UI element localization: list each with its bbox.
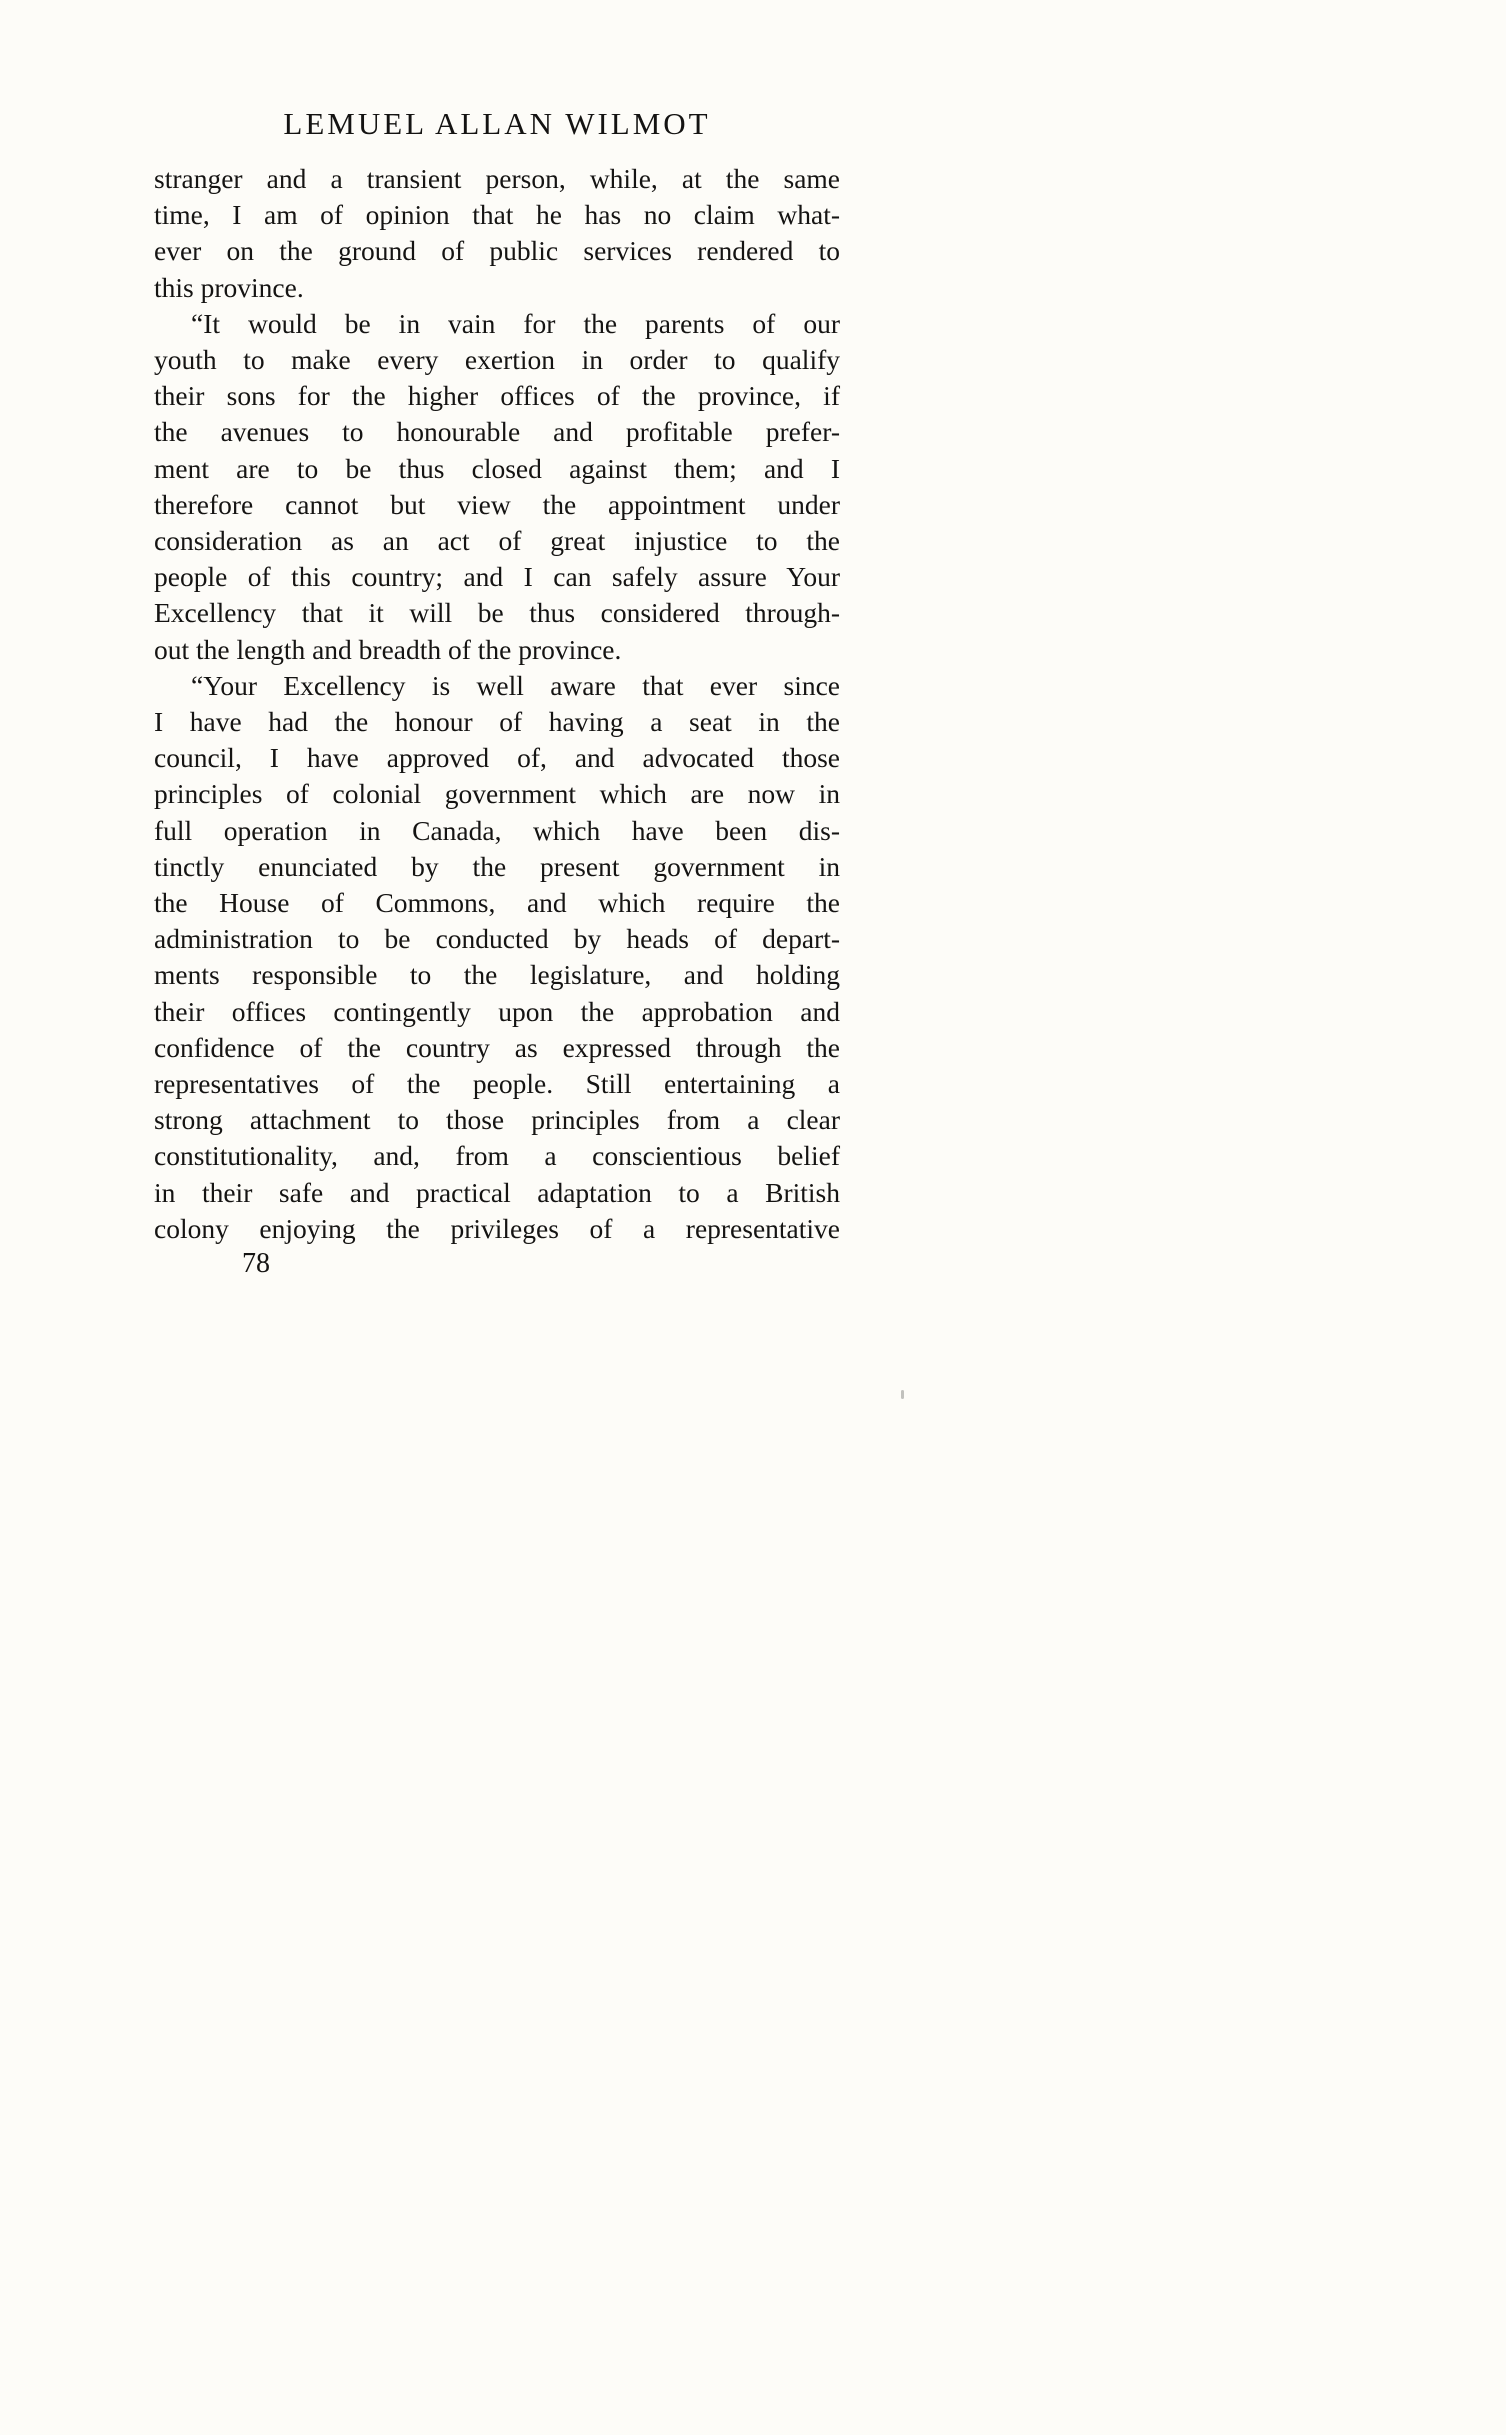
text-line: consideration as an act of great injustice to the xyxy=(154,525,840,557)
text-line: I have had the honour of having a seat in the xyxy=(154,706,840,738)
paragraph xyxy=(154,306,840,668)
text-line: colony enjoying the privileges of a representative xyxy=(154,1212,840,1244)
text-line: ment are to be thus closed against them; and I xyxy=(154,452,840,484)
text-line: representatives of the people. Still entertaining a xyxy=(154,1068,840,1100)
text-line: their offices contingently upon the approbation and xyxy=(154,995,840,1027)
text-line: in their safe and practical adaptation to a British xyxy=(154,1176,840,1208)
text-line: ever on the ground of public services rendered to xyxy=(154,235,840,267)
text-line: administration to be conducted by heads of depart- xyxy=(154,923,840,955)
page-number: 78 xyxy=(242,1248,270,1279)
paragraph xyxy=(154,161,840,306)
text-line: the avenues to honourable and profitable prefer- xyxy=(154,416,840,448)
text-line: time, I am of opinion that he has no claim what- xyxy=(154,199,840,231)
text-line: “It would be in vain for the parents of our xyxy=(191,307,840,339)
text-line: council, I have approved of, and advocated those xyxy=(154,742,840,774)
paragraph xyxy=(154,668,840,1247)
text-line: therefore cannot but view the appointment under xyxy=(154,488,840,520)
text-line: full operation in Canada, which have been dis- xyxy=(154,814,840,846)
text-line: constitutionality, and, from a conscientious belief xyxy=(154,1140,840,1172)
text-line: out the length and breadth of the province. xyxy=(154,633,622,665)
text-line: tinctly enunciated by the present government in xyxy=(154,850,840,882)
text-line: stranger and a transient person, while, at the same xyxy=(154,163,840,194)
text-line: their sons for the higher offices of the province, if xyxy=(154,380,840,412)
text-line: confidence of the country as expressed through the xyxy=(154,1031,840,1063)
text-line: strong attachment to those principles from a clear xyxy=(154,1104,840,1136)
scan-artifact xyxy=(901,1390,904,1399)
text-line: “Your Excellency is well aware that ever since xyxy=(191,669,840,701)
text-line: ments responsible to the legislature, and holding xyxy=(154,959,840,991)
text-line: people of this country; and I can safely assure Your xyxy=(154,561,840,593)
text-line: principles of colonial government which are now in xyxy=(154,778,840,810)
text-line: Excellency that it will be thus considered through- xyxy=(154,597,840,629)
text-block xyxy=(154,161,840,1247)
text-line: this province. xyxy=(154,271,304,303)
running-head: LEMUEL ALLAN WILMOT xyxy=(283,106,711,141)
text-line: youth to make every exertion in order to qualify xyxy=(154,344,840,376)
text-line: the House of Commons, and which require the xyxy=(154,887,840,919)
